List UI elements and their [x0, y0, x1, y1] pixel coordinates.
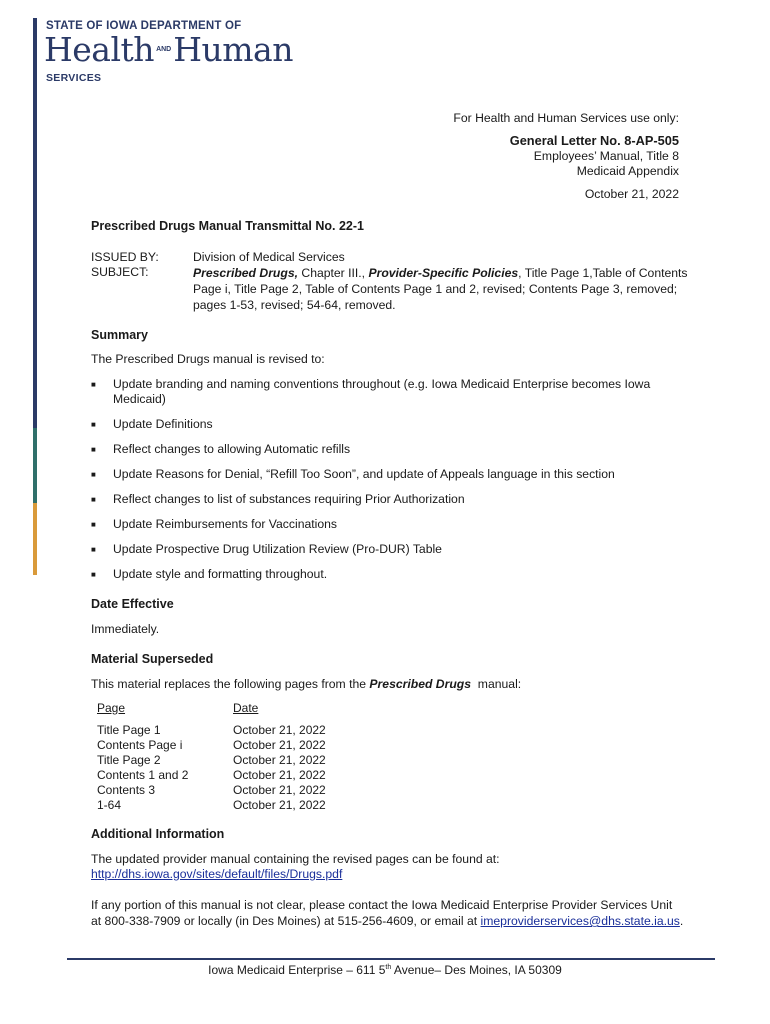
logo-wordmark [44, 30, 293, 69]
contact-text-1: If any portion of this manual is not clear, please contact the Iowa Medicaid Enterprise Provider Services Unit [91, 898, 673, 912]
list-item: ■ Reflect changes to list of substances requiring Prior Authorization [91, 492, 681, 517]
issued-by-value: Division of Medical Services [193, 250, 345, 264]
list-item: ■ Update style and formatting throughout. [91, 567, 681, 587]
list-item: ■ Update Definitions [91, 417, 681, 442]
date-effective-text: Immediately. [91, 622, 160, 636]
logo-services: SERVICES [46, 72, 102, 84]
list-item: ■ Reflect changes to allowing Automatic refills [91, 442, 681, 467]
table-cell-date: October 21, 2022 [233, 738, 326, 752]
table-cell-date: October 21, 2022 [233, 798, 326, 812]
subject-pages-3: pages 1-53, revised; 54-64, removed. [193, 298, 396, 312]
use-only-note: For Health and Human Services use only: [453, 111, 679, 125]
general-letter-number: General Letter No. 8-AP-505 [509, 133, 679, 148]
manual-title: Employees’ Manual, Title 8 [533, 149, 679, 163]
provider-services-email-link[interactable]: imeproviderservices@dhs.state.ia.us [480, 914, 680, 928]
date-effective-heading: Date Effective [91, 597, 174, 611]
material-intro-text: This material replaces the following pages from the [91, 677, 370, 691]
material-intro [91, 677, 521, 691]
logo-human: Human [173, 30, 293, 69]
subject-policies: Provider-Specific Policies [368, 266, 519, 280]
footer-address [0, 963, 770, 977]
contact-period: . [679, 914, 684, 928]
footer-divider [67, 958, 715, 960]
summary-intro: The Prescribed Drugs manual is revised to: [91, 352, 325, 366]
contact-text-2 [91, 914, 683, 928]
list-item: ■ Update Reimbursements for Vaccinations [91, 517, 681, 542]
subject-manual-name: Prescribed Drugs, [193, 266, 298, 280]
subject-chapter: Chapter III., [298, 266, 369, 280]
footer-address-start: Iowa Medicaid Enterprise – 611 5 [208, 963, 386, 977]
table-cell-date: October 21, 2022 [233, 753, 326, 767]
accent-bar-gold [33, 503, 37, 575]
drugs-manual-link[interactable]: http://dhs.iowa.gov/sites/default/files/Drugs.pdf [91, 867, 343, 881]
table-cell-date: October 21, 2022 [233, 723, 326, 737]
additional-info-text: The updated provider manual containing the revised pages can be found at: [91, 852, 500, 866]
letter-date: October 21, 2022 [584, 187, 679, 201]
subject-value [193, 265, 693, 313]
summary-heading: Summary [91, 328, 148, 342]
table-cell-page: 1-64 [97, 798, 122, 812]
additional-info-heading: Additional Information [91, 827, 225, 841]
footer-address-end: Avenue– Des Moines, IA 50309 [391, 963, 562, 977]
subject-pages-2: Page i, Title Page 2, Table of Contents Page 1 and 2, revised; Contents Page 3, removed; [193, 282, 678, 296]
material-intro-end: manual: [471, 677, 522, 691]
table-cell-page: Contents 3 [97, 783, 156, 797]
table-cell-date: October 21, 2022 [233, 783, 326, 797]
list-item: ■ Update branding and naming conventions throughout (e.g. Iowa Medicaid Enterprise becomes Iowa Medicaid) [91, 377, 681, 417]
logo-state-line: STATE OF IOWA DEPARTMENT OF [46, 20, 242, 32]
logo-and: AND [156, 46, 172, 53]
table-header-page: Page [97, 701, 126, 715]
material-manual-name: Prescribed Drugs [369, 677, 472, 691]
table-cell-date: October 21, 2022 [233, 768, 326, 782]
table-cell-page: Title Page 1 [97, 723, 161, 737]
issued-by-label: ISSUED BY: [91, 250, 159, 264]
table-cell-page: Contents 1 and 2 [97, 768, 189, 782]
contact-phone-text: at 800-338-7909 or locally (in Des Moines) at 515-256-4609, or email at [91, 914, 481, 928]
logo-health: Health [44, 30, 155, 69]
subject-pages-1: , Title Page 1,Table of Contents [518, 266, 688, 280]
transmittal-title: Prescribed Drugs Manual Transmittal No. 22-1 [91, 219, 364, 233]
list-item: ■ Update Prospective Drug Utilization Review (Pro-DUR) Table [91, 542, 681, 567]
appendix-title: Medicaid Appendix [576, 164, 679, 178]
accent-bar-teal [33, 428, 37, 503]
table-header-date: Date [233, 701, 259, 715]
footer-ordinal: th [385, 964, 392, 971]
summary-list [91, 377, 681, 587]
list-item: ■ Update Reasons for Denial, “Refill Too Soon”, and update of Appeals language in this section [91, 467, 681, 492]
subject-label: SUBJECT: [91, 265, 149, 279]
table-cell-page: Contents Page i [97, 738, 183, 752]
material-superseded-heading: Material Superseded [91, 652, 214, 666]
accent-bar-navy [33, 18, 37, 428]
table-cell-page: Title Page 2 [97, 753, 161, 767]
